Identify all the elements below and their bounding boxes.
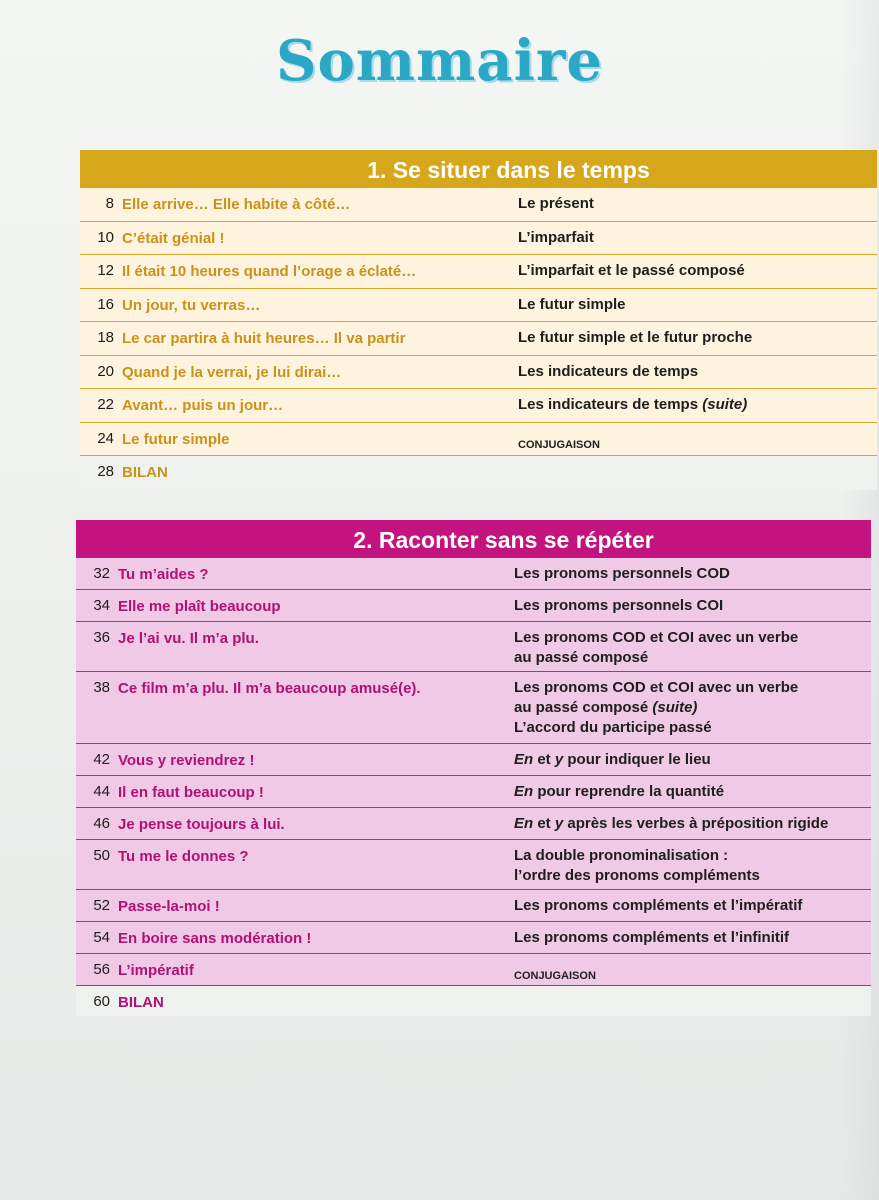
- lesson-title: Elle arrive… Elle habite à côté…: [122, 196, 351, 213]
- grammar-topic: Les pronoms compléments et l’impératif: [514, 897, 803, 914]
- grammar-topic: [514, 389, 877, 415]
- grammar-line: La double pronominalisation :: [514, 847, 729, 864]
- page-number: 10: [97, 228, 114, 246]
- lesson-title: C’était génial !: [122, 229, 225, 247]
- grammar-topic: Le présent: [518, 195, 594, 212]
- grammar-em: En: [514, 783, 534, 800]
- lesson-title: Le futur simple: [122, 430, 230, 448]
- toc-row[interactable]: [80, 255, 877, 289]
- lesson-title: Quand je la verrai, je lui dirai…: [122, 363, 342, 381]
- toc-row[interactable]: [80, 389, 877, 423]
- grammar-topic: Les pronoms compléments et l’infinitif: [514, 929, 790, 946]
- grammar-rest: pour reprendre la quantité: [533, 783, 725, 800]
- toc-row[interactable]: [76, 672, 871, 744]
- grammar-topic: Les indicateurs de temps: [518, 362, 699, 380]
- toc-row[interactable]: [76, 808, 871, 840]
- page-title: Sommaire: [276, 28, 603, 94]
- toc-row[interactable]: [80, 356, 877, 390]
- lesson-title: Je pense toujours à lui.: [118, 816, 285, 833]
- grammar-line: au passé composé: [514, 649, 649, 666]
- lesson-title: Passe-la-moi !: [118, 898, 220, 915]
- grammar-topic: [514, 456, 877, 462]
- lesson-title: En boire sans modération !: [118, 930, 312, 947]
- toc-row[interactable]: [76, 840, 871, 890]
- grammar-rest: après les verbes à préposition rigide: [563, 815, 829, 832]
- page-number: 46: [93, 815, 110, 832]
- lesson-title: Tu me le donnes ?: [118, 848, 249, 865]
- section-1: [80, 150, 877, 490]
- page-number: 36: [93, 629, 110, 646]
- lesson-title: Avant… puis un jour…: [122, 397, 284, 414]
- grammar-topic: Les pronoms personnels COI: [514, 597, 724, 614]
- lesson-title: Un jour, tu verras…: [122, 296, 261, 314]
- toc-row[interactable]: [76, 922, 871, 954]
- page-number: 52: [93, 897, 110, 914]
- lesson-title: Ce film m’a plu. Il m’a beaucoup amusé(e).: [118, 680, 421, 697]
- page-number: 44: [93, 783, 110, 800]
- page-number: 34: [93, 597, 110, 614]
- toc-row[interactable]: [80, 289, 877, 323]
- grammar-line: Les pronoms COD et COI avec un verbe: [514, 629, 799, 646]
- section-2-rows: [76, 558, 871, 1016]
- toc-row[interactable]: [80, 322, 877, 356]
- lesson-title: Je l’ai vu. Il m’a plu.: [118, 630, 259, 647]
- section-1-rows: [80, 188, 877, 490]
- grammar-topic: CONJUGAISON: [514, 970, 596, 982]
- section-2-heading: 2. Raconter sans se répéter: [76, 520, 871, 558]
- lesson-title: Vous y reviendrez !: [118, 752, 255, 769]
- toc-row[interactable]: [76, 954, 871, 986]
- grammar-line: L’accord du participe passé: [514, 719, 712, 736]
- toc-row[interactable]: [76, 776, 871, 808]
- lesson-title: BILAN: [122, 464, 168, 481]
- section-2: [76, 520, 871, 1016]
- grammar-topic: [510, 986, 871, 992]
- section-1-heading: 1. Se situer dans le temps: [80, 150, 877, 188]
- page-number: 32: [93, 565, 110, 582]
- grammar-line: l’ordre des pronoms compléments: [514, 867, 760, 884]
- grammar-mid: et: [533, 751, 555, 768]
- grammar-topic: Le futur simple et le futur proche: [518, 329, 753, 346]
- page-number: 56: [93, 961, 110, 978]
- page-number: 20: [97, 362, 114, 380]
- page-number: 8: [105, 195, 114, 212]
- grammar-rest: pour indiquer le lieu: [563, 751, 711, 768]
- toc-row[interactable]: [76, 744, 871, 776]
- grammar-topic: [510, 622, 871, 668]
- lesson-title: Le car partira à huit heures… Il va partir: [122, 330, 406, 347]
- toc-row[interactable]: [80, 222, 877, 256]
- lesson-title: Il en faut beaucoup !: [118, 784, 264, 801]
- grammar-topic: [510, 776, 871, 802]
- grammar-suffix: (suite): [652, 699, 698, 716]
- grammar-line-text: au passé composé: [514, 699, 649, 716]
- page-number: 16: [97, 295, 114, 313]
- toc-row[interactable]: [80, 423, 877, 457]
- lesson-title: Tu m’aides ?: [118, 566, 209, 583]
- toc-row[interactable]: [80, 456, 877, 490]
- grammar-line: [514, 698, 871, 718]
- grammar-topic: Les pronoms personnels COD: [514, 565, 730, 582]
- toc-row[interactable]: [76, 622, 871, 672]
- page-number: 28: [97, 463, 114, 480]
- lesson-title: L’impératif: [118, 962, 194, 979]
- toc-row[interactable]: [76, 558, 871, 590]
- grammar-em: En: [514, 815, 534, 832]
- grammar-mid: et: [533, 815, 555, 832]
- toc-row[interactable]: [76, 986, 871, 1016]
- grammar-topic: [510, 840, 871, 886]
- toc-row[interactable]: [76, 890, 871, 922]
- page-number: 42: [93, 751, 110, 768]
- page-number: 60: [93, 993, 110, 1010]
- grammar-topic: L’imparfait: [518, 228, 594, 246]
- page-number: 18: [97, 329, 114, 346]
- lesson-title: Il était 10 heures quand l’orage a éclaté…: [122, 263, 417, 280]
- toc-row[interactable]: [80, 188, 877, 222]
- grammar-em: En: [514, 751, 534, 768]
- page-number: 38: [93, 679, 110, 696]
- grammar-em: y: [554, 815, 564, 832]
- grammar-em: y: [554, 751, 564, 768]
- grammar-suffix: (suite): [702, 396, 748, 413]
- grammar-topic: L’imparfait et le passé composé: [518, 262, 745, 279]
- lesson-title: BILAN: [118, 994, 164, 1011]
- grammar-topic-text: Les indicateurs de temps: [518, 396, 699, 413]
- grammar-topic: CONJUGAISON: [518, 438, 600, 451]
- grammar-topic: [510, 672, 871, 738]
- lesson-title: Elle me plaît beaucoup: [118, 598, 281, 615]
- grammar-topic: [510, 808, 871, 834]
- toc-row[interactable]: [76, 590, 871, 622]
- grammar-topic: [510, 744, 871, 770]
- grammar-line: Les pronoms COD et COI avec un verbe: [514, 679, 799, 696]
- page-number: 22: [97, 396, 114, 413]
- grammar-topic: Le futur simple: [518, 295, 626, 313]
- page-number: 50: [93, 847, 110, 864]
- page-number: 54: [93, 929, 110, 946]
- page-number: 12: [97, 262, 114, 279]
- page-number: 24: [97, 429, 114, 447]
